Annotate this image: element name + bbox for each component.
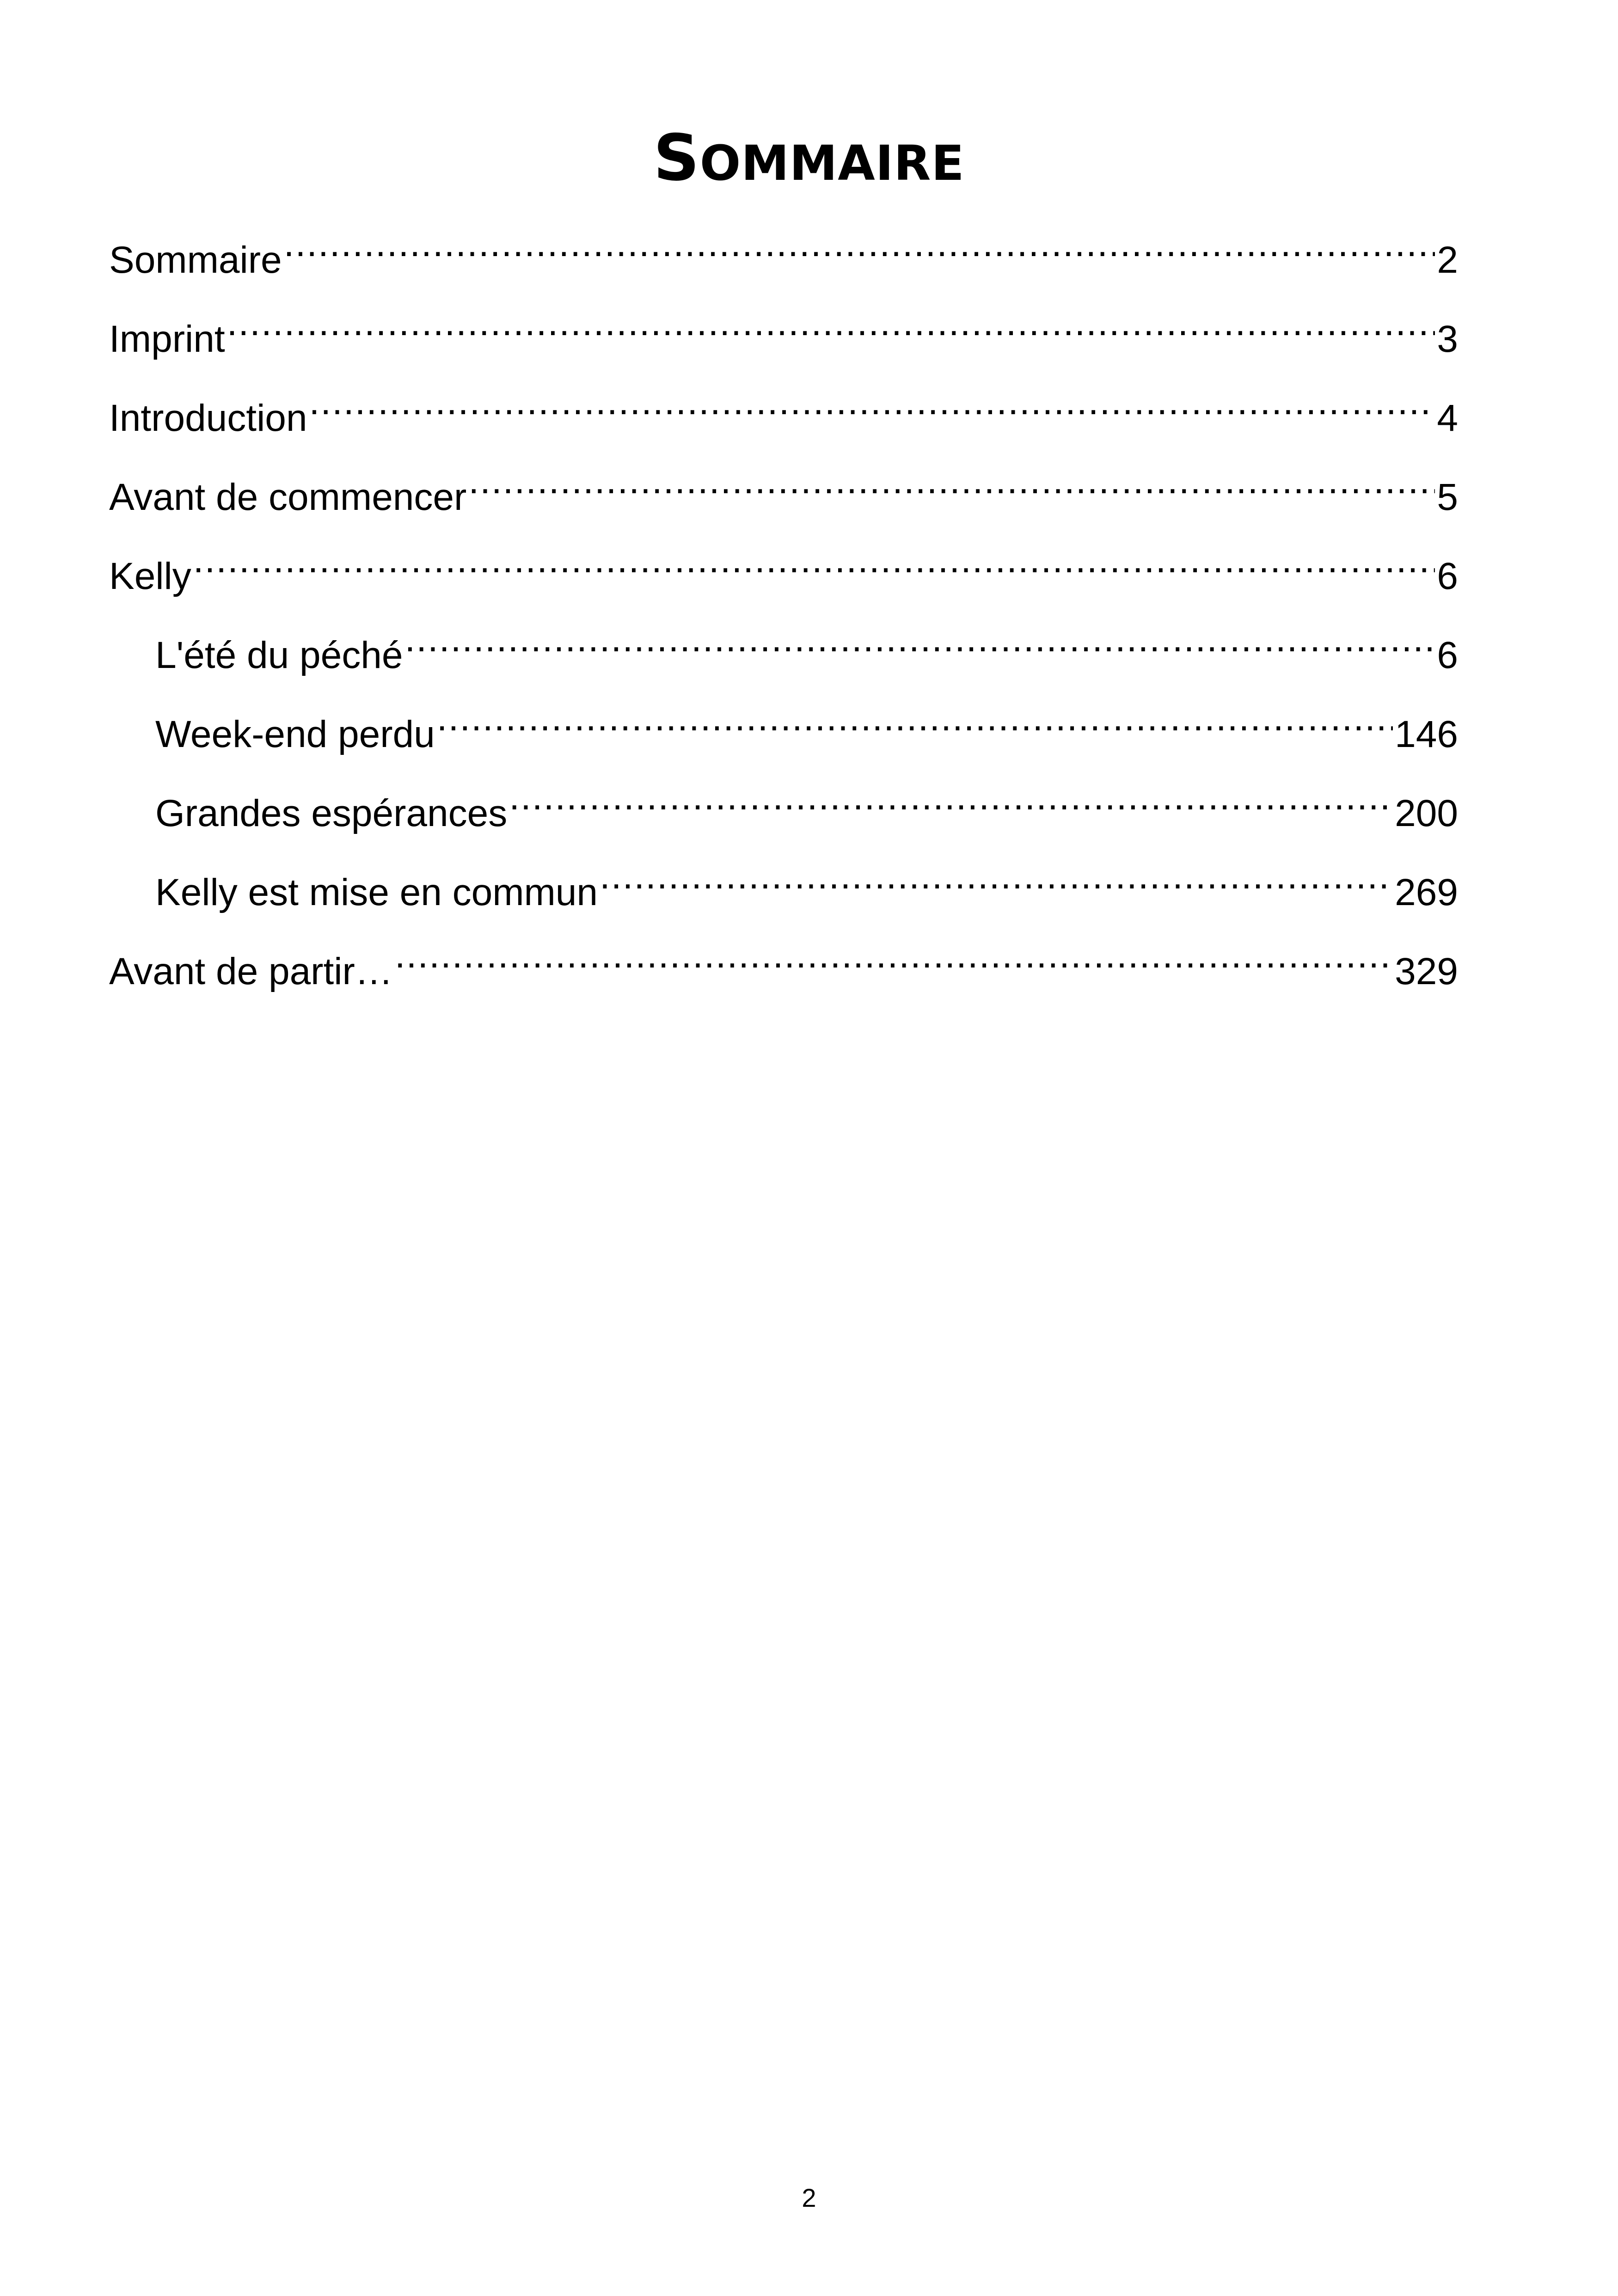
toc-subentry[interactable] <box>109 612 1458 692</box>
toc-dot-leader <box>600 850 1393 905</box>
table-of-contents <box>109 217 1458 1008</box>
toc-entry[interactable] <box>109 375 1458 454</box>
toc-entry[interactable] <box>109 217 1458 296</box>
page-title <box>0 121 1618 200</box>
toc-entry[interactable] <box>109 296 1458 375</box>
toc-entry-page: 269 <box>1395 871 1458 913</box>
toc-entry-label: Avant de commencer <box>109 476 467 518</box>
toc-dot-leader <box>395 929 1393 984</box>
toc-entry-page: 4 <box>1437 397 1458 439</box>
toc-entry-label: Imprint <box>109 318 225 360</box>
toc-entry[interactable] <box>109 454 1458 533</box>
toc-entry-page: 329 <box>1395 950 1458 992</box>
toc-subentry[interactable] <box>109 692 1458 771</box>
toc-entry[interactable] <box>109 929 1458 1008</box>
toc-dot-leader <box>468 454 1435 510</box>
toc-entry-label: Kelly <box>109 555 191 597</box>
toc-entry-page: 200 <box>1395 792 1458 834</box>
page-title-rest: OMMAIRE <box>699 135 965 191</box>
toc-entry-page: 6 <box>1437 634 1458 676</box>
toc-entry-page: 3 <box>1437 318 1458 360</box>
toc-entry-page: 5 <box>1437 476 1458 518</box>
toc-entry-label: Grandes espérances <box>155 792 508 834</box>
toc-entry-label: Introduction <box>109 397 307 439</box>
toc-entry-label: Sommaire <box>109 239 282 281</box>
toc-dot-leader <box>193 533 1435 589</box>
toc-entry-page: 2 <box>1437 239 1458 281</box>
toc-dot-leader <box>284 217 1435 273</box>
toc-entry[interactable] <box>109 533 1458 612</box>
toc-entry-label: Kelly est mise en commun <box>155 871 598 913</box>
toc-dot-leader <box>404 612 1435 668</box>
toc-dot-leader <box>509 771 1393 826</box>
toc-dot-leader <box>309 375 1435 431</box>
page-title-initial: S <box>653 121 700 195</box>
toc-dot-leader <box>437 692 1393 747</box>
toc-entry-page: 146 <box>1395 713 1458 755</box>
toc-entry-label: Week-end perdu <box>155 713 435 755</box>
toc-dot-leader <box>227 296 1435 352</box>
toc-entry-label: L'été du péché <box>155 634 403 676</box>
page-number: 2 <box>802 2183 816 2212</box>
toc-entry-label: Avant de partir… <box>109 950 393 992</box>
toc-subentry[interactable] <box>109 850 1458 929</box>
toc-entry-page: 6 <box>1437 555 1458 597</box>
toc-subentry[interactable] <box>109 771 1458 850</box>
